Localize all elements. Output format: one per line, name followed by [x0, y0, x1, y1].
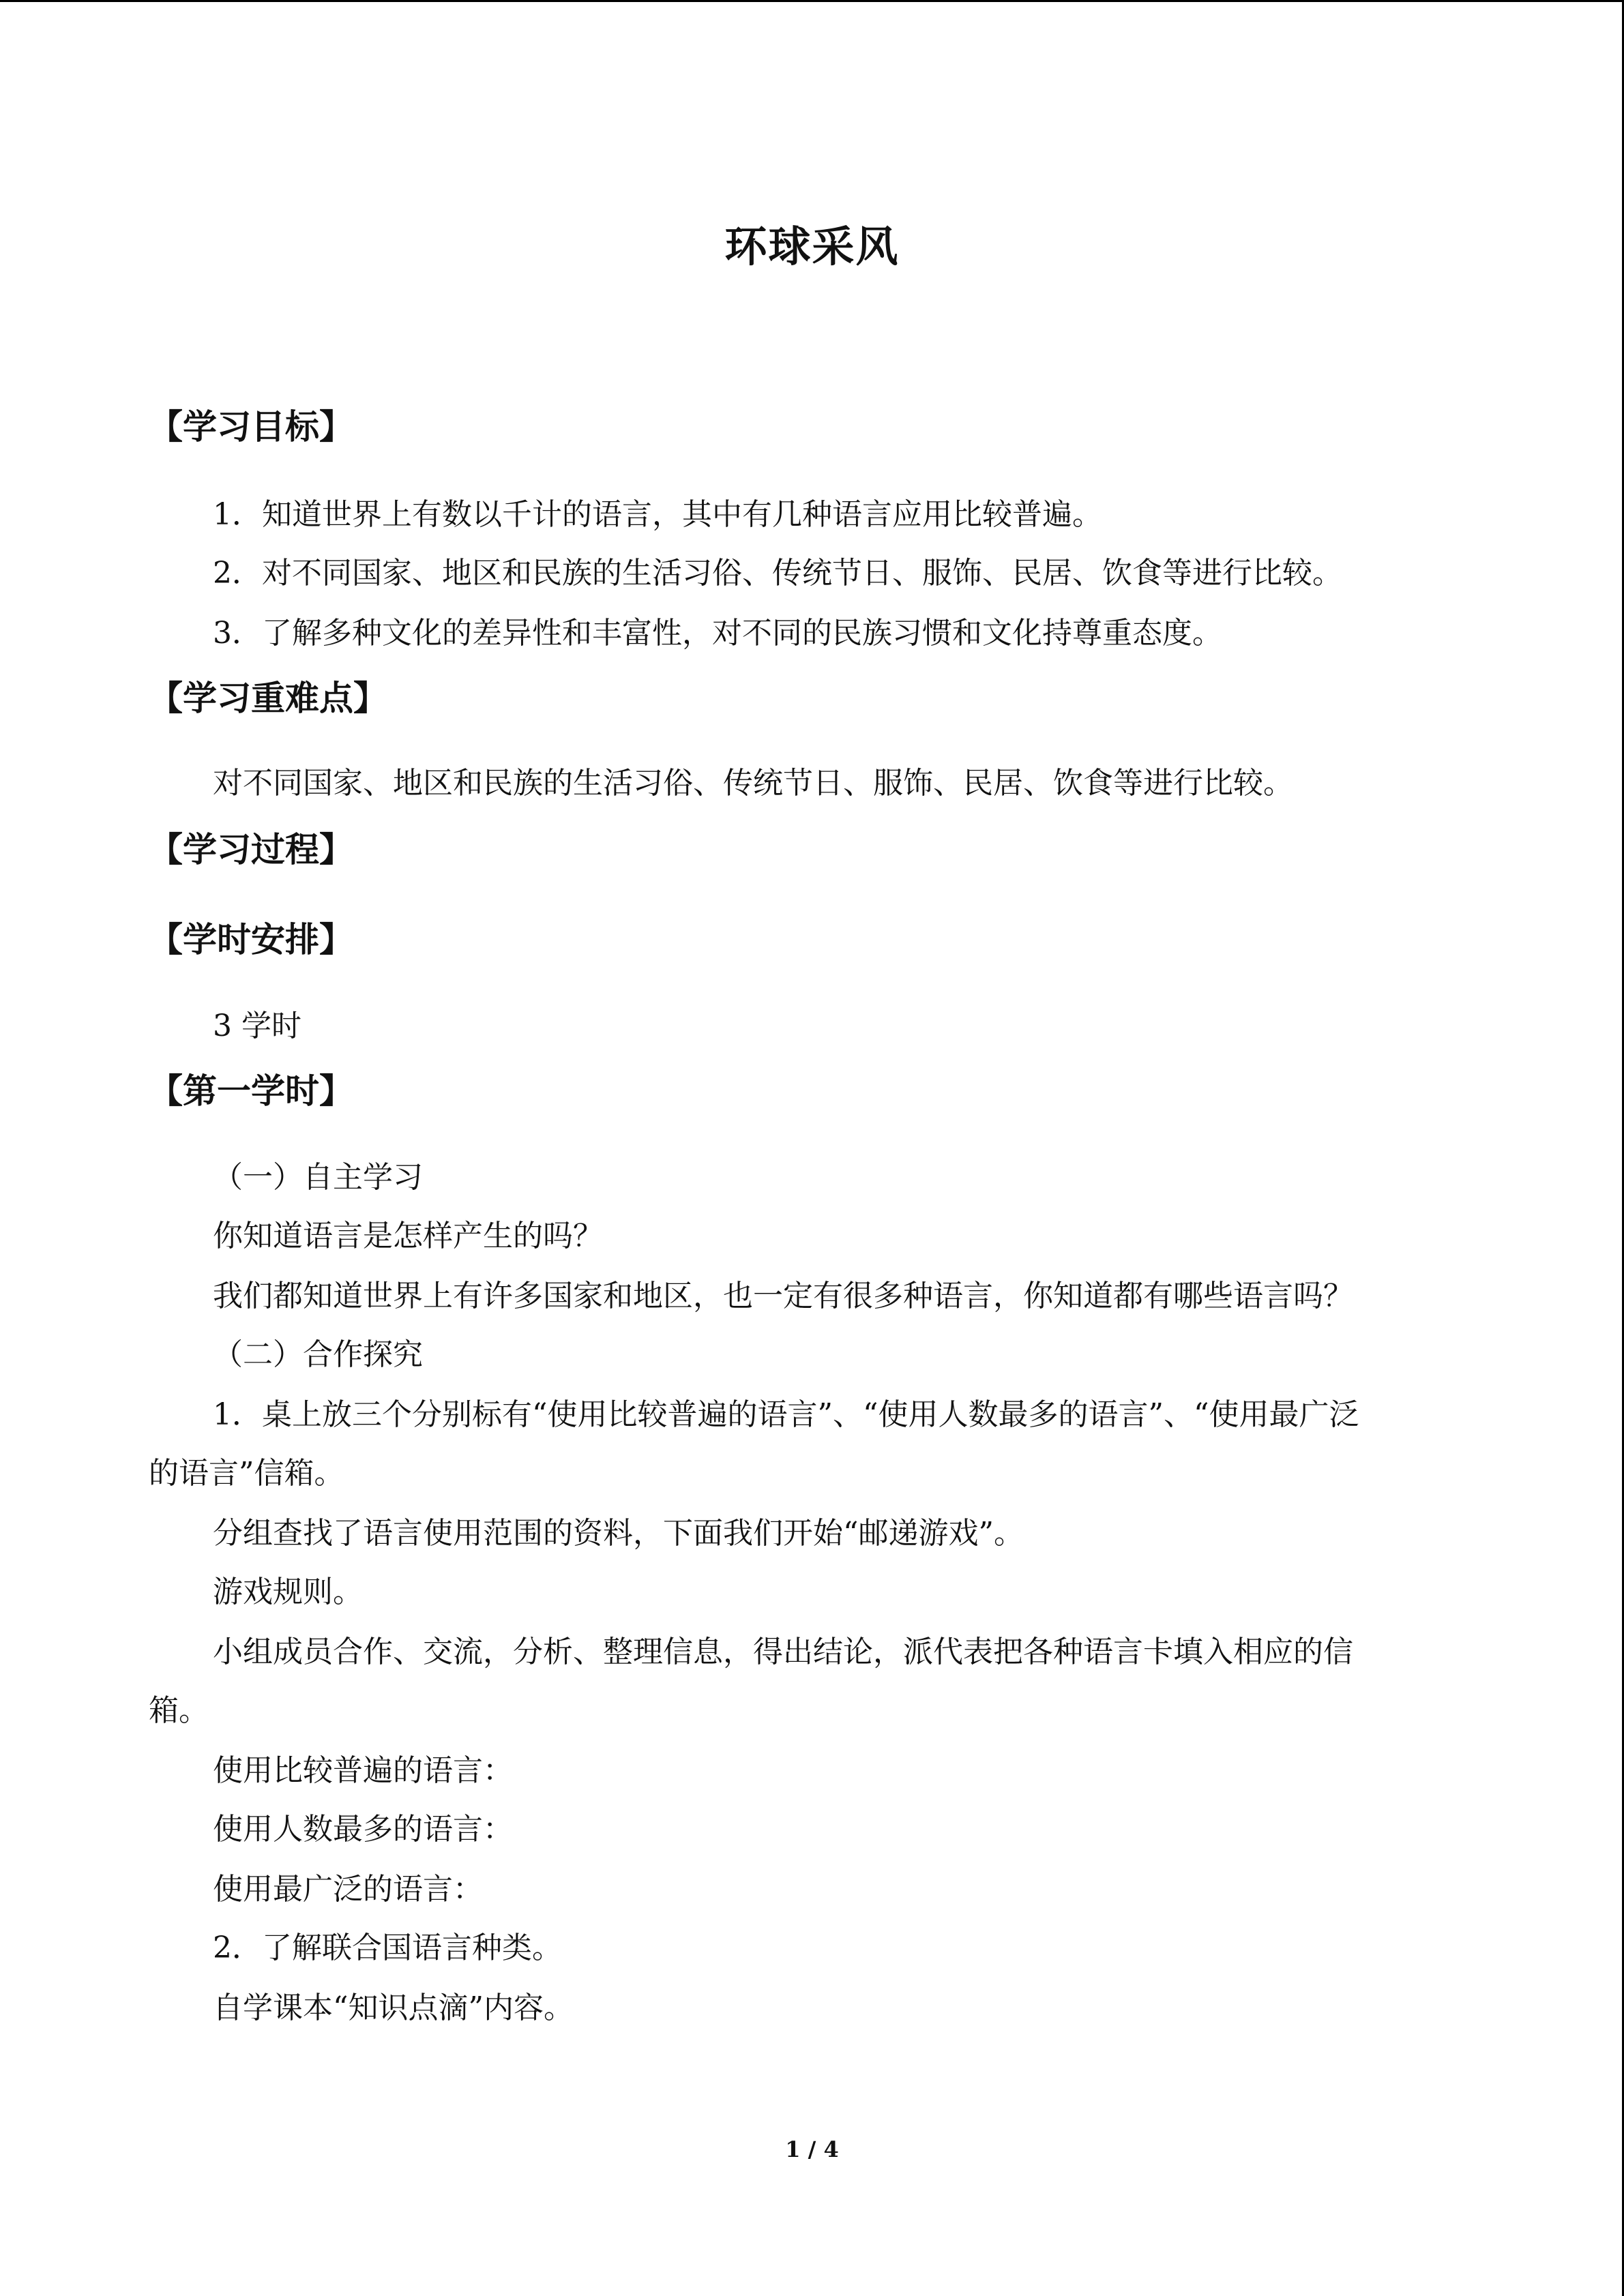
document-title: 环球采风	[724, 222, 900, 271]
heading-first-period: 【第一学时】	[149, 1071, 353, 1111]
key-points-text: 对不同国家、地区和民族的生活习俗、传统节日、服饰、民居、饮食等进行比较。	[213, 766, 1293, 801]
question-1: 你知道语言是怎样产生的吗？	[213, 1219, 603, 1253]
objective-item-1: 1．知道世界上有数以千计的语言，其中有几种语言应用比较普遍。	[213, 497, 1102, 532]
cooperation-title: （二）合作探究	[213, 1337, 423, 1372]
schedule-text: 3 学时	[213, 1009, 301, 1043]
objective-item-3: 3．了解多种文化的差异性和丰富性，对不同的民族习惯和文化持尊重态度。	[213, 616, 1222, 651]
rules-detail-line-2: 箱。	[149, 1693, 209, 1728]
self-read-text: 自学课本“知识点滴”内容。	[213, 1991, 574, 2025]
group-search-text: 分组查找了语言使用范围的资料，下面我们开始“邮递游戏”。	[213, 1516, 1024, 1551]
rules-detail-line-1: 小组成员合作、交流，分析、整理信息，得出结论，派代表把各种语言卡填入相应的信	[213, 1635, 1353, 1669]
mailbox-common-language: 使用比较普遍的语言：	[213, 1753, 513, 1788]
rules-title: 游戏规则。	[213, 1575, 363, 1609]
step-1-line-1: 1．桌上放三个分别标有“使用比较普遍的语言”、“使用人数最多的语言”、“使用最广泛	[213, 1397, 1359, 1432]
heading-key-points: 【学习重难点】	[149, 679, 387, 718]
step-1-line-2: 的语言”信箱。	[149, 1456, 344, 1491]
mailbox-most-widespread: 使用最广泛的语言：	[213, 1872, 483, 1907]
heading-process: 【学习过程】	[149, 830, 353, 869]
objective-item-2: 2．对不同国家、地区和民族的生活习俗、传统节日、服饰、民居、饮食等进行比较。	[213, 556, 1342, 591]
heading-objectives: 【学习目标】	[149, 407, 353, 447]
step-2: 2．了解联合国语言种类。	[213, 1930, 562, 1965]
page-number: 1 / 4	[785, 2136, 839, 2162]
question-2: 我们都知道世界上有许多国家和地区，也一定有很多种语言，你知道都有哪些语言吗？	[213, 1279, 1353, 1313]
heading-schedule: 【学时安排】	[149, 920, 353, 959]
mailbox-most-speakers: 使用人数最多的语言：	[213, 1812, 513, 1847]
self-study-title: （一）自主学习	[213, 1160, 423, 1195]
